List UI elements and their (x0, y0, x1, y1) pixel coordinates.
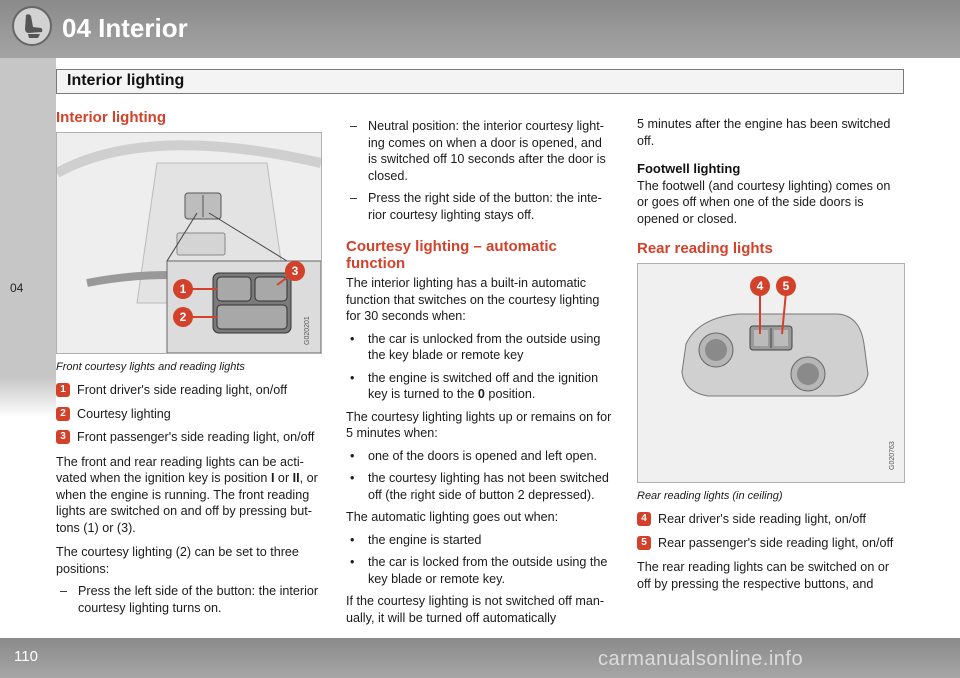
label-4: 4 (756, 278, 764, 293)
column-middle (346, 118, 614, 626)
column-right (637, 118, 905, 592)
text: or (274, 471, 293, 485)
paragraph-footwell: The footwell (and courtesy lighting) comes on or goes off when one of the side doors is opened or closed. (637, 178, 891, 226)
key-position: II (292, 471, 300, 485)
label-2: 2 (179, 309, 187, 324)
bullet-list (346, 331, 614, 403)
callout-item (56, 406, 322, 423)
dash-list (346, 118, 614, 223)
list-item-text: one of the doors is opened and left open. (368, 448, 597, 463)
bullet-mark: • (350, 471, 355, 485)
paragraph-goes-out: The automatic lighting goes out when: (346, 510, 559, 524)
dash-mark: – (350, 119, 358, 133)
heading-courtesy-automatic: Courtesy lighting – automatic function (346, 238, 557, 272)
dash-mark: – (60, 584, 68, 598)
bullet-mark: • (350, 555, 355, 569)
list-item (56, 583, 322, 616)
list-item-text: the engine is switched off and the ignition key is turned to the (368, 370, 599, 401)
list-item (346, 190, 614, 223)
figure-caption: Rear reading lights (in ceiling) (637, 489, 783, 502)
figure-code: G020763 (889, 440, 896, 470)
seat-icon (12, 6, 52, 46)
dash-mark: – (350, 191, 358, 205)
callout-item (637, 511, 905, 528)
list-item (346, 470, 614, 503)
list-item (346, 448, 614, 465)
footer-bar (0, 638, 960, 678)
callout-text: Rear passenger's side reading light, on/off (658, 535, 894, 550)
bullet-list (346, 532, 614, 588)
callout-item (637, 535, 905, 552)
label-5: 5 (782, 278, 790, 293)
text: , or when the engine is running. The front reading lights are switched on and off by pressing but-tons (1) or (3). (56, 471, 318, 535)
callout-number: 3 (56, 430, 70, 444)
list-item (346, 331, 614, 364)
chapter-title: 04 Interior (62, 13, 188, 43)
heading-interior-lighting: Interior lighting (56, 109, 166, 126)
chapter-tab: 04 (10, 281, 24, 295)
callout-text: Rear driver's side reading light, on/off (658, 512, 866, 526)
list-item (346, 554, 614, 587)
text: The front and rear reading lights can be acti-vated when the ignition key is position (56, 454, 304, 485)
list-item-text: position. (484, 387, 536, 401)
bullet-mark: • (350, 532, 355, 547)
section-title-bar (56, 69, 904, 94)
paragraph-intro: The interior lighting has a built-in automatic function that switches on the courtesy lighting for 30 seconds when: (346, 276, 600, 323)
paragraph-closing: If the courtesy lighting is not switched off man-ually, it will be turned off automatically (346, 594, 605, 625)
bullet-mark: • (350, 448, 355, 463)
list-item-text: the car is unlocked from the outside using the key blade or remote key (368, 331, 601, 362)
figure-front-lights (56, 132, 322, 354)
bullet-list (346, 448, 614, 504)
section-title: Interior lighting (67, 72, 185, 89)
page-number: 110 (14, 648, 38, 665)
list-item-text: the courtesy lighting has not been switched off (the right side of button 2 depressed). (368, 471, 609, 502)
callout-text: Courtesy lighting (77, 406, 171, 421)
list-item-text: Neutral position: the interior courtesy light-ing comes on when a door is opened, and is switched off 10 seconds after the door is closed. (368, 119, 606, 183)
figure-code: G020201 (304, 315, 311, 345)
callout-text: Front passenger's side reading light, on/off (77, 430, 315, 444)
callout-number: 5 (637, 536, 651, 550)
heading-rear-reading: Rear reading lights (637, 240, 773, 257)
list-item-text: the engine is started (368, 532, 482, 547)
column-left (56, 110, 322, 616)
callout-item (56, 429, 322, 446)
dash-list (56, 583, 322, 616)
list-item-text: Press the left side of the button: the interior courtesy lighting turns on. (78, 584, 319, 615)
chapter-header-bar (0, 0, 960, 58)
label-1: 1 (179, 281, 187, 296)
list-item (346, 118, 614, 184)
callout-number: 2 (56, 407, 70, 421)
heading-footwell: Footwell lighting (637, 161, 741, 176)
callout-number: 1 (56, 383, 70, 397)
watermark: carmanualsonline.info (598, 648, 804, 670)
list-item-text: Press the right side of the button: the inte-rior courtesy lighting stays off. (368, 191, 602, 222)
key-position: I (270, 471, 275, 485)
rear-ceiling-illustration (638, 264, 904, 482)
label-3: 3 (291, 263, 299, 278)
chapter-side-strip (0, 58, 56, 638)
list-item-text: the car is locked from the outside using the key blade or remote key. (368, 555, 608, 586)
key-position: 0 (477, 387, 485, 401)
callout-text: Front driver's side reading light, on/off (77, 383, 288, 397)
front-console-illustration (57, 133, 321, 353)
paragraph-continuation: 5 minutes after the engine has been switched off. (637, 117, 891, 148)
figure-caption: Front courtesy lights and reading lights (56, 360, 245, 373)
callout-number: 4 (637, 512, 651, 526)
bullet-mark: • (350, 331, 355, 346)
figure-rear-lights (637, 263, 905, 483)
paragraph-activation (56, 454, 322, 537)
paragraph-rear-closing: The rear reading lights can be switched on or off by pressing the respective buttons, and (637, 560, 890, 591)
list-item (346, 370, 614, 403)
paragraph-positions: The courtesy lighting (2) can be set to three positions: (56, 545, 299, 576)
paragraph-remains: The courtesy lighting lights up or remains on for 5 minutes when: (346, 409, 612, 440)
list-item (346, 532, 614, 549)
bullet-mark: • (350, 370, 355, 385)
callout-item (56, 382, 322, 399)
